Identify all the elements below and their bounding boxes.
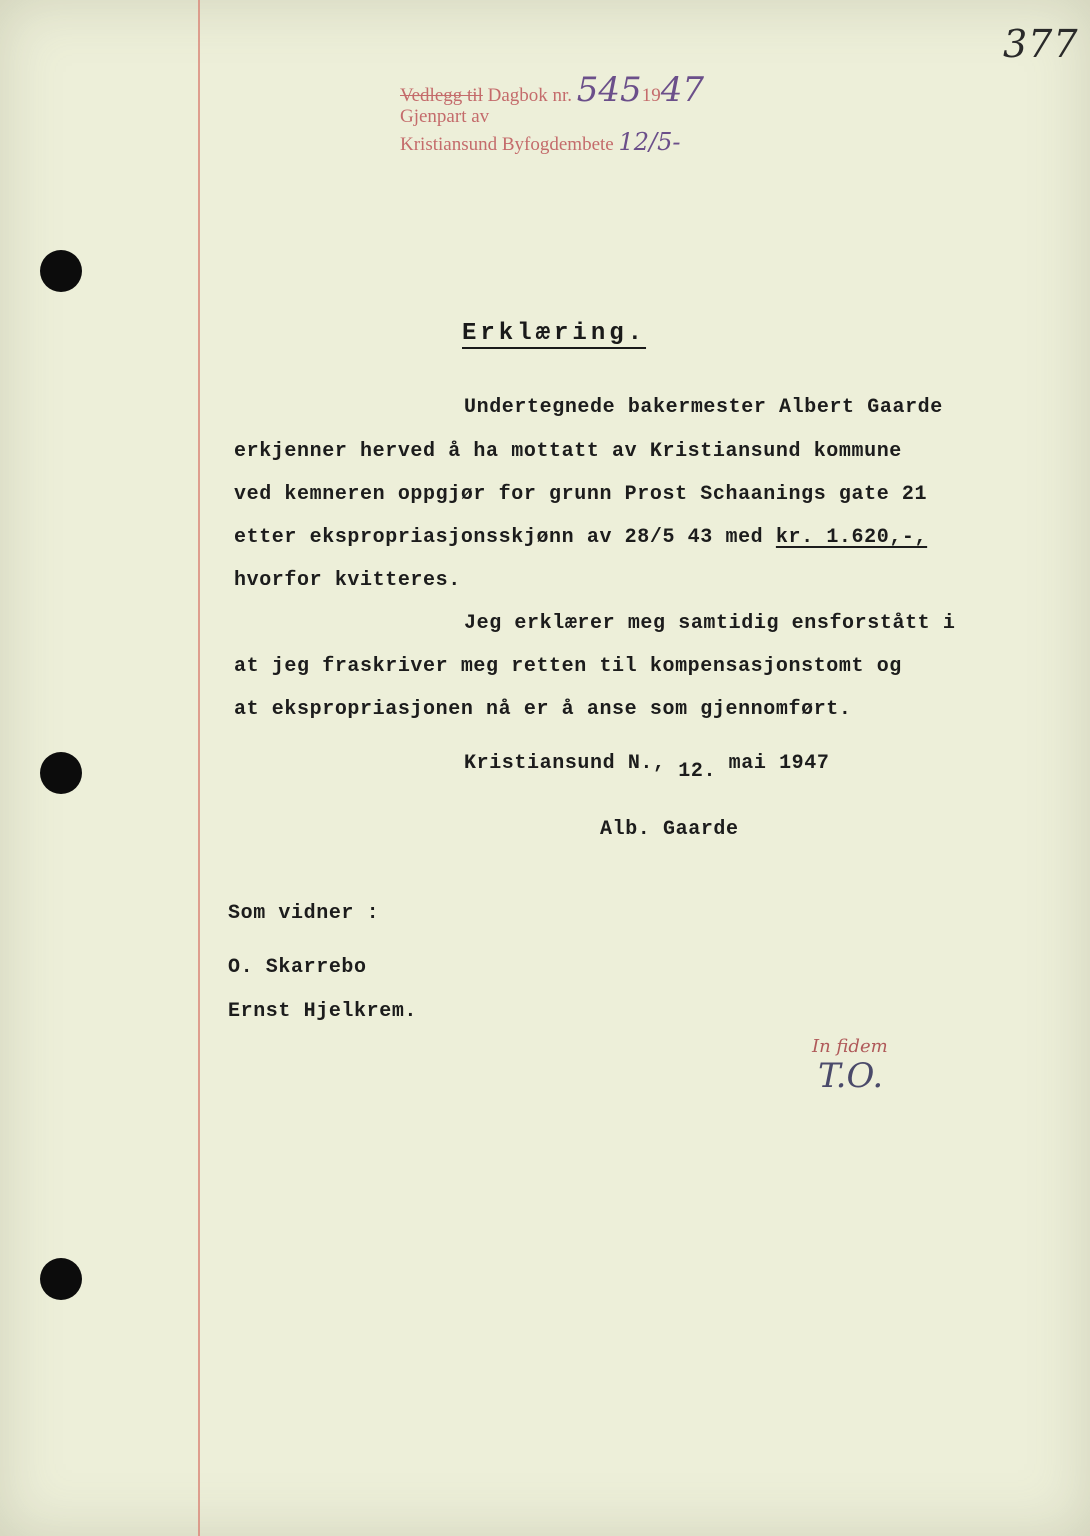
paragraph2-line-1: Jeg erklærer meg samtidig ensforstått i [464, 612, 956, 635]
stamp-dagbok-label: Dagbok nr. [487, 85, 573, 106]
stamp-year-hand: 47 [660, 70, 704, 110]
paragraph1-line-4-text: etter ekspropriasjonsskjønn av 28/5 43 med [234, 526, 764, 549]
signature: Alb. Gaarde [600, 818, 739, 841]
paragraph1-line-4 [234, 526, 927, 549]
paragraph1-line-2: erkjenner herved å ha mottatt av Kristiansund kommune [234, 440, 902, 463]
stamp-line-2: Gjenpart av [400, 106, 490, 127]
witness-1: O. Skarrebo [228, 956, 367, 979]
date-day: 12. [678, 760, 717, 783]
stamp-struck-text: Vedlegg til [400, 85, 483, 106]
place: Kristiansund N., [464, 752, 666, 775]
paragraph1-line-5: hvorfor kvitteres. [234, 569, 461, 592]
paragraph2-line-2: at jeg fraskriver meg retten til kompensasjonstomt og [234, 655, 902, 678]
document-title: Erklæring. [462, 320, 647, 347]
paragraph2-line-3: at ekspropriasjonen nå er å anse som gjennomført. [234, 698, 852, 721]
stamp-date-hand: 12/5- [618, 128, 681, 156]
punch-hole-top [40, 250, 82, 292]
paragraph1-line-3: ved kemneren oppgjør for grunn Prost Schaanings gate 21 [234, 483, 928, 506]
paragraph1-line-1: Undertegnede bakermester Albert Gaarde [464, 396, 943, 419]
place-date-line [464, 752, 830, 783]
in-fidem-annotation: In fidem [812, 1036, 888, 1057]
punch-hole-middle [40, 752, 82, 794]
stamp-entry-number: 545 [576, 70, 642, 110]
stamp-line-3 [400, 128, 680, 156]
stamp-line-1 [400, 70, 704, 110]
page-number: 377 [1003, 22, 1079, 66]
settlement-amount: kr. 1.620,-, [775, 526, 928, 549]
stamp-year-prefix: 19 [641, 85, 661, 106]
margin-line [198, 0, 200, 1536]
date-month-year: mai 1947 [728, 752, 830, 775]
witness-2: Ernst Hjelkrem. [228, 1000, 418, 1023]
stamp-office: Kristiansund Byfogdembete [400, 134, 614, 155]
witness-label: Som vidner : [228, 902, 380, 925]
punch-hole-bottom [40, 1258, 82, 1300]
initials-annotation: T.O. [818, 1056, 884, 1096]
